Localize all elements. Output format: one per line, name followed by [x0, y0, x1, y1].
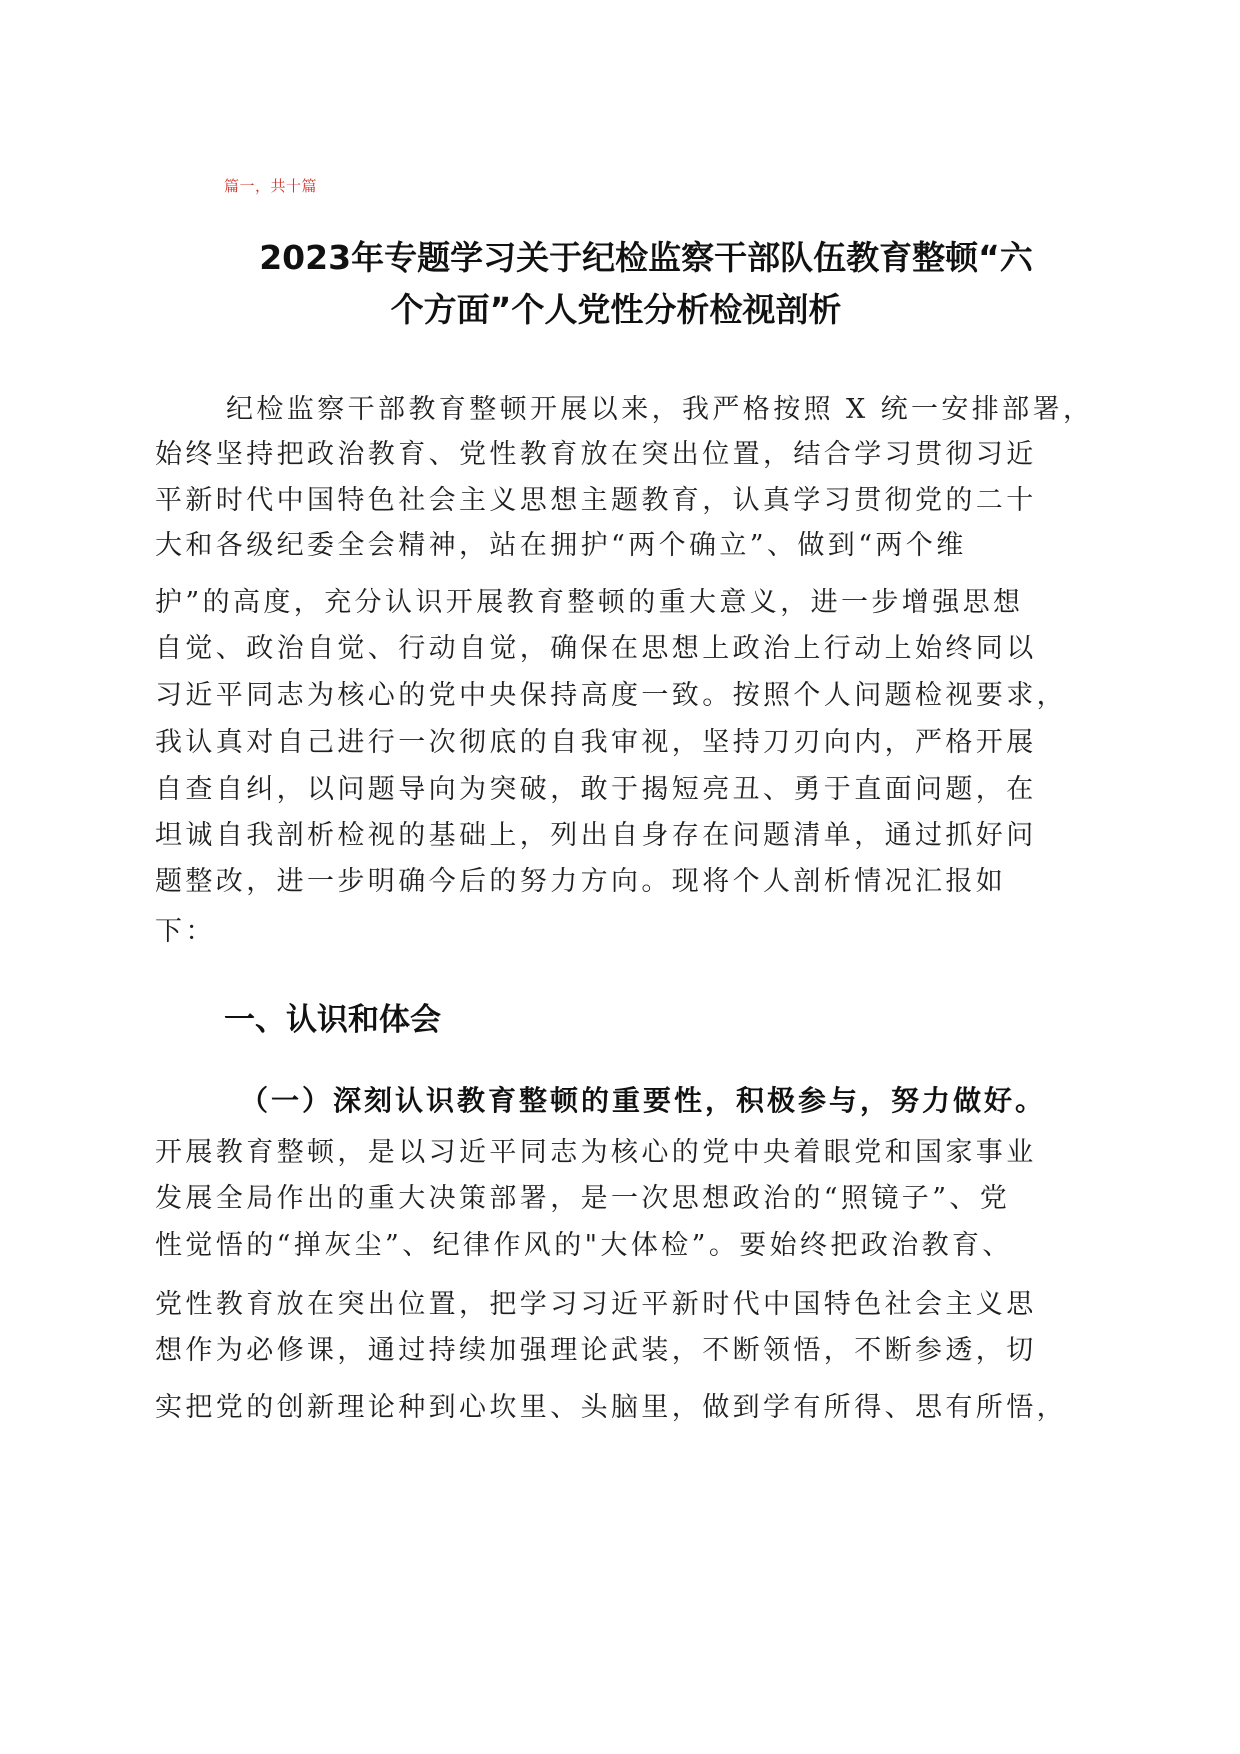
paragraph-line: 自觉、政治自觉、行动自觉，确保在思想上政治上行动上始终同以 — [155, 633, 1037, 664]
title-line-1: 2023年专题学习关于纪检监察干部队伍教育整顿“六 — [259, 238, 1033, 277]
paragraph-line: 我认真对自己进行一次彻底的自我审视，坚持刀刃向内，严格开展 — [155, 727, 1037, 758]
document-title — [150, 232, 1090, 336]
section-heading: 一、认识和体会 — [224, 1002, 441, 1038]
paragraph-line: 题整改，进一步明确今后的努力方向。现将个人剖析情况汇报如 — [155, 866, 1007, 897]
paragraph-line: 下： — [155, 916, 216, 947]
paragraph-line: 纪检监察干部教育整顿开展以来，我严格按照 X 统一安排部署， — [226, 394, 1094, 425]
section-subheading: （一）深刻认识教育整顿的重要性，积极参与，努力做好。 — [240, 1084, 1047, 1117]
paragraph-line: 实把党的创新理论种到心坎里、头脑里，做到学有所得、思有所悟， — [155, 1392, 1067, 1423]
paragraph-line: 平新时代中国特色社会主义思想主题教育，认真学习贯彻党的二十 — [155, 485, 1037, 516]
paragraph-line: 自查自纠，以问题导向为突破，敢于揭短亮丑、勇于直面问题，在 — [155, 774, 1037, 805]
paragraph-line: 想作为必修课，通过持续加强理论武装，不断领悟，不断参透，切 — [155, 1335, 1037, 1366]
paragraph-line: 习近平同志为核心的党中央保持高度一致。按照个人问题检视要求， — [155, 680, 1067, 711]
series-label: 篇一，共十篇 — [224, 177, 318, 195]
paragraph-line: 护”的高度，充分认识开展教育整顿的重大意义，进一步增强思想 — [155, 587, 1024, 618]
paragraph-line: 开展教育整顿，是以习近平同志为核心的党中央着眼党和国家事业 — [155, 1137, 1037, 1168]
paragraph-line: 性觉悟的“掸灰尘”、纪律作风的"大体检”。要始终把政治教育、 — [155, 1230, 1013, 1261]
paragraph-line: 坦诚自我剖析检视的基础上，列出自身存在问题清单，通过抓好问 — [155, 820, 1037, 851]
paragraph-line: 始终坚持把政治教育、党性教育放在突出位置，结合学习贯彻习近 — [155, 439, 1037, 470]
title-line-2: 个方面”个人党性分析检视剖析 — [390, 290, 842, 329]
paragraph-line: 党性教育放在突出位置，把学习习近平新时代中国特色社会主义思 — [155, 1289, 1037, 1320]
paragraph-line: 发展全局作出的重大决策部署，是一次思想政治的“照镜子”、党 — [155, 1183, 1011, 1214]
paragraph-line: 大和各级纪委全会精神，站在拥护“两个确立”、做到“两个维 — [155, 530, 967, 561]
